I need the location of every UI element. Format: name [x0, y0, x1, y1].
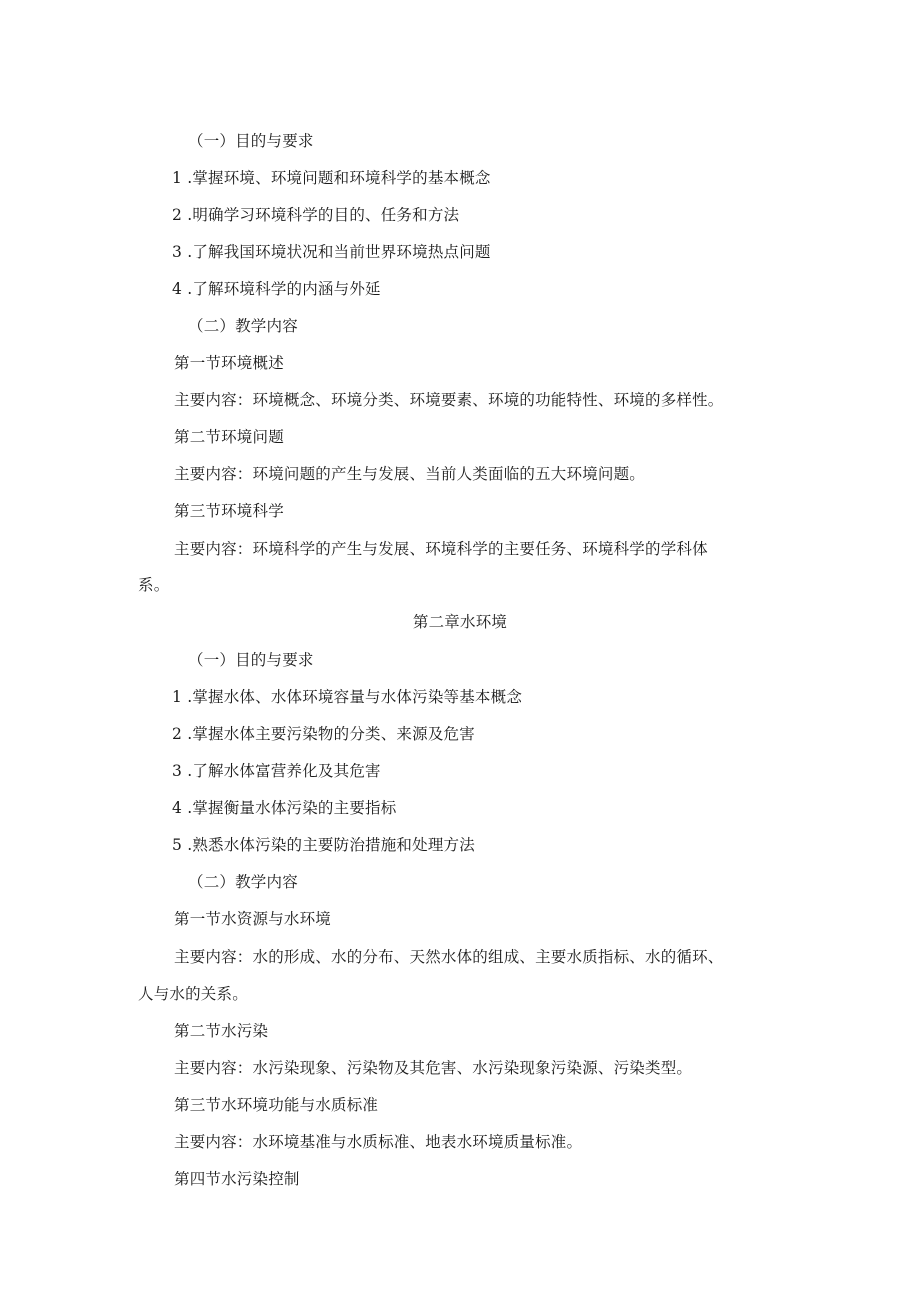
section-title: 第一节水资源与水环境	[174, 910, 332, 928]
objective-item: 1 .掌握水体、水体环境容量与水体污染等基本概念	[172, 688, 523, 706]
section-title: 第四节水污染控制	[174, 1170, 300, 1188]
content-heading: （二）教学内容	[188, 317, 298, 335]
section-content: 主要内容：水环境基准与水质标准、地表水环境质量标准。	[174, 1133, 583, 1151]
objective-item: 1 .掌握环境、环境问题和环境科学的基本概念	[172, 169, 491, 187]
section-content-continued: 人与水的关系。	[138, 985, 248, 1003]
objective-item: 2 .明确学习环境科学的目的、任务和方法	[172, 206, 460, 224]
section-content: 主要内容：环境概念、环境分类、环境要素、环境的功能特性、环境的多样性。	[174, 391, 724, 409]
section-title: 第二节环境问题	[174, 428, 284, 446]
section-title: 第三节水环境功能与水质标准	[174, 1096, 379, 1114]
section-content-continued: 系。	[138, 576, 170, 594]
objective-item: 4 .了解环境科学的内涵与外延	[172, 280, 381, 298]
section-title: 第一节环境概述	[174, 354, 284, 372]
section-content: 主要内容：水污染现象、污染物及其危害、水污染现象污染源、污染类型。	[174, 1059, 693, 1077]
section-content: 主要内容：水的形成、水的分布、天然水体的组成、主要水质指标、水的循环、	[174, 948, 724, 966]
objective-item: 2 .掌握水体主要污染物的分类、来源及危害	[172, 725, 475, 743]
objective-item: 5 .熟悉水体污染的主要防治措施和处理方法	[172, 836, 475, 854]
section-title: 第三节环境科学	[174, 502, 284, 520]
objectives-heading: （一）目的与要求	[188, 651, 314, 669]
objective-item: 3 .了解我国环境状况和当前世界环境热点问题	[172, 243, 491, 261]
objectives-heading: （一）目的与要求	[188, 132, 314, 150]
section-content: 主要内容：环境问题的产生与发展、当前人类面临的五大环境问题。	[174, 465, 646, 483]
section-content: 主要内容：环境科学的产生与发展、环境科学的主要任务、环境科学的学科体	[174, 540, 708, 558]
objective-item: 4 .掌握衡量水体污染的主要指标	[172, 799, 397, 817]
objective-item: 3 .了解水体富营养化及其危害	[172, 762, 381, 780]
chapter-title: 第二章水环境	[412, 613, 508, 631]
section-title: 第二节水污染	[174, 1022, 269, 1040]
content-heading: （二）教学内容	[188, 873, 298, 891]
